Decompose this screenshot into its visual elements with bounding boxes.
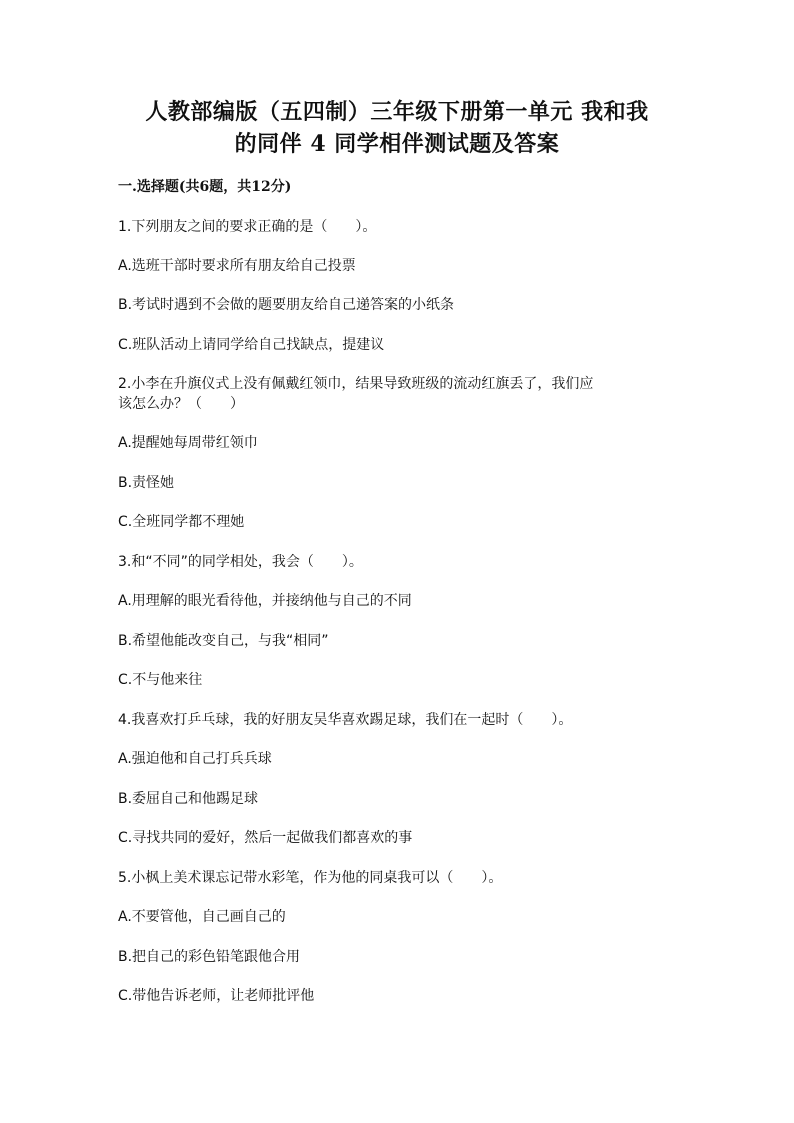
question-2-option-c: C.全班同学都不理她	[118, 514, 245, 530]
question-5-option-c: C.带他告诉老师，让老师批评他	[118, 988, 315, 1004]
document-title	[100, 96, 694, 160]
question-4-option-b: B.委屈自己和他踢足球	[118, 791, 259, 807]
question-1-option-a: A.选班干部时要求所有朋友给自己投票	[118, 258, 356, 274]
question-3-stem: 3.和“不同”的同学相处，我会（ ）。	[118, 554, 363, 570]
question-3-option-c: C.不与他来往	[118, 672, 203, 688]
question-1-option-b: B.考试时遇到不会做的题要朋友给自己递答案的小纸条	[118, 297, 455, 313]
question-5-option-a: A.不要管他，自己画自己的	[118, 909, 286, 925]
question-4-option-a: A.强迫他和自己打兵兵球	[118, 751, 272, 767]
question-3-option-b: B.希望他能改变自己，与我“相同”	[118, 633, 329, 649]
question-1-option-c: C.班队活动上请同学给自己找缺点，提建议	[118, 337, 385, 353]
title-line-1: 人教部编版（五四制）三年级下册第一单元 我和我	[145, 99, 649, 125]
question-2-option-b: B.责怪她	[118, 475, 175, 491]
title-line-2: 的同伴 4 同学相伴测试题及答案	[234, 131, 560, 157]
question-5-stem: 5.小枫上美术课忘记带水彩笔，作为他的同桌我可以（ ）。	[118, 870, 503, 886]
question-2-option-a: A.提醒她每周带红领巾	[118, 435, 258, 451]
question-1-stem: 1.下列朋友之间的要求正确的是（ ）。	[118, 219, 377, 235]
question-2-stem-line-1: 2.小李在升旗仪式上没有佩戴红领巾，结果导致班级的流动红旗丢了，我们应	[118, 376, 594, 392]
question-2-stem-line-2: 该怎么办？（ ）	[118, 396, 244, 412]
question-3-option-a: A.用理解的眼光看待他，并接纳他与自己的不同	[118, 593, 412, 609]
question-5-option-b: B.把自己的彩色铅笔跟他合用	[118, 949, 301, 965]
question-4-stem: 4.我喜欢打乒乓球，我的好朋友吴华喜欢踢足球，我们在一起时（ ）。	[118, 712, 573, 728]
question-4-option-c: C.寻找共同的爱好，然后一起做我们都喜欢的事	[118, 830, 413, 846]
section-heading: 一.选择题(共6题，共12分)	[118, 179, 292, 195]
